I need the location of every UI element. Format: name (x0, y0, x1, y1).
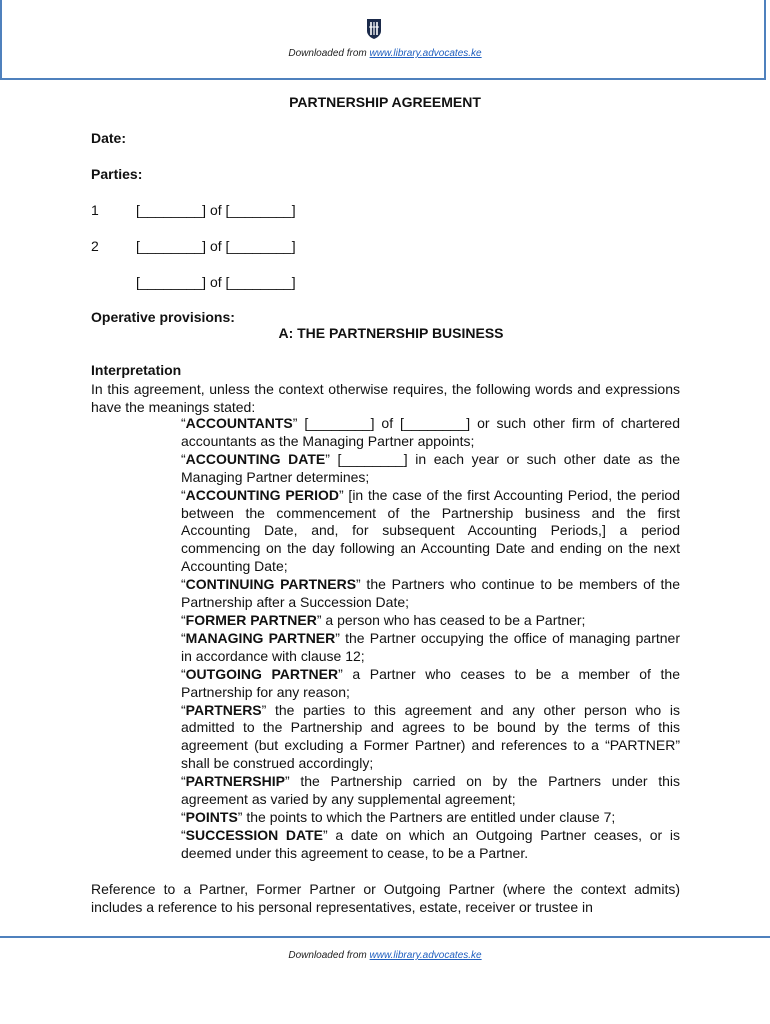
interpretation-heading: Interpretation (91, 362, 182, 378)
definition-text: the Partner occupying the office of managing partner in accordance with clause 12; (181, 629, 680, 664)
header-download-link[interactable]: www.library.advocates.ke (369, 48, 482, 59)
date-label: Date: (91, 130, 127, 146)
definition-text: [________] in each year or such other date as the Managing Partner determines; (181, 450, 681, 485)
operative-provisions-label: Operative provisions: (91, 309, 235, 325)
definition-text: the Partners who continue to be members of the Partnership after a Succession Date; (181, 576, 680, 611)
party-number: 2 (91, 238, 99, 254)
shield-logo-icon (366, 18, 382, 40)
document-title: PARTNERSHIP AGREEMENT (289, 94, 481, 110)
definition-item: “FORMER PARTNER” a person who has ceased to be a Partner; (181, 611, 586, 628)
footer-download-link[interactable]: www.library.advocates.ke (369, 950, 482, 961)
definition-text: a date on which an Outgoing Partner ceases, or is deemed under this agreement to cease, to be a Partner. (181, 826, 680, 861)
definition-item: “MANAGING PARTNER” the Partner occupying the office of managing partner in accordance with clause 12; (181, 629, 680, 664)
definitions-list (181, 415, 680, 863)
footer-divider (0, 936, 770, 938)
definition-item: “SUCCESSION DATE” a date on which an Outgoing Partner ceases, or is deemed under this agreement to cease, to be a Partner. (181, 826, 680, 861)
definition-term: PARTNERSHIP (185, 773, 285, 790)
definition-text: a person who has ceased to be a Partner; (321, 611, 586, 628)
party-details: [________] of [________] (136, 202, 296, 218)
definition-term: POINTS (185, 808, 238, 825)
definition-item: “ACCOUNTING DATE” [________] in each year or such other date as the Managing Partner determines; (181, 450, 681, 485)
reference-paragraph: Reference to a Partner, Former Partner or Outgoing Partner (where the context admits) includes a reference to his personal representatives, estate, receiver or trustee in (91, 881, 680, 915)
header-box (0, 0, 766, 80)
party-details: [________] of [________] (136, 274, 296, 290)
definition-item: “POINTS” the points to which the Partners are entitled under clause 7; (181, 808, 616, 825)
definition-term: CONTINUING PARTNERS (185, 576, 357, 593)
definition-text: the parties to this agreement and any other person who is admitted to the Partnership and agrees to be bound by the terms of this agreement (but excluding a Former Partner) and references to a “PARTNER” shall be construed accordingly; (181, 701, 680, 772)
party-details: [________] of [________] (136, 238, 296, 254)
definition-text: the Partnership carried on by the Partners under this agreement as varied by any supplemental agreement; (181, 773, 680, 808)
interpretation-intro: In this agreement, unless the context otherwise requires, the following words and expressions have the meanings stated: (91, 381, 680, 415)
definition-item: “CONTINUING PARTNERS” the Partners who continue to be members of the Partnership after a Succession Date; (181, 576, 680, 611)
definition-term: FORMER PARTNER (185, 611, 317, 628)
definition-item: “OUTGOING PARTNER” a Partner who ceases to be a member of the Partnership for any reason; (181, 665, 680, 700)
definition-item: “PARTNERS” the parties to this agreement and any other person who is admitted to the Partnership and agrees to be bound by the terms of this agreement (but excluding a Former Partner) and references to a “PARTNER” shall be construed accordingly; (181, 701, 680, 772)
party-number: 1 (91, 202, 99, 218)
definition-term: SUCCESSION DATE (185, 826, 323, 843)
definition-text: the points to which the Partners are entitled under clause 7; (242, 808, 616, 825)
section-a-heading: A: THE PARTNERSHIP BUSINESS (278, 325, 504, 341)
parties-label: Parties: (91, 166, 143, 182)
definition-item: “ACCOUNTANTS” [________] of [________] or such other firm of chartered accountants as the Managing Partner appoints; (181, 415, 680, 449)
header-download-note (2, 48, 768, 59)
definition-text: [in the case of the first Accounting Period, the period between the commencement of the Partnership business and the first Accounting Date, and, for subsequent Accounting Periods,] a period commencing on the day following an Accounting Date and ending on the next Accounting Date; (181, 486, 681, 575)
definition-term: MANAGING PARTNER (185, 629, 336, 646)
definition-term: ACCOUNTING DATE (185, 450, 326, 467)
definition-term: OUTGOING PARTNER (185, 665, 339, 682)
footer-download-prefix: Downloaded from (288, 950, 370, 961)
definition-item: “ACCOUNTING PERIOD” [in the case of the first Accounting Period, the period between the commencement of the Partnership business and the first Accounting Date, and, for subsequent Accounting Periods,] a period commencing on the day following an Accounting Date and ending on the next Accounting Date; (181, 486, 681, 575)
definition-term: PARTNERS (185, 701, 262, 718)
definition-term: ACCOUNTANTS (185, 415, 293, 431)
header-download-prefix: Downloaded from (288, 48, 370, 59)
definition-text: a Partner who ceases to be a member of the Partnership for any reason; (181, 665, 680, 700)
definition-text: [________] of [________] or such other firm of chartered accountants as the Managing Partner appoints; (181, 415, 680, 449)
definition-term: ACCOUNTING PERIOD (185, 486, 339, 503)
footer-download-note (0, 950, 770, 961)
definition-item: “PARTNERSHIP” the Partnership carried on by the Partners under this agreement as varied by any supplemental agreement; (181, 773, 680, 808)
